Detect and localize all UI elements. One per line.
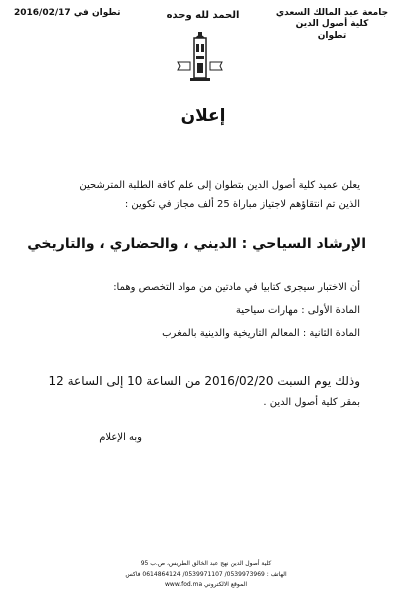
footer-website: الموقع الالكتروني www.fod.ma xyxy=(165,580,247,588)
announcement-title: إعلان xyxy=(180,106,226,126)
paragraph-exam: أن الاختبار سيجرى كتابيا في مادتين من مواد التخصص وهما: xyxy=(113,282,360,293)
date-value: 2016/02/17 xyxy=(14,8,71,18)
date-line xyxy=(14,8,121,18)
city-name: تطوان xyxy=(317,30,347,41)
program-heading: الإرشاد السياحي : الديني ، والحضاري ، والتاريخي xyxy=(27,236,366,252)
paragraph-candidates xyxy=(20,176,360,214)
schedule-line2: بمقر كلية أصول الدين . xyxy=(263,396,360,408)
footer-contact xyxy=(86,559,326,590)
paragraph-candidates-line2: الذين تم انتقاؤهم لاجتياز مباراة 25 ألف مجاز في تكوين : xyxy=(124,199,360,210)
basmala-line: الحمد لله وحده xyxy=(166,10,240,21)
footer-phones: الهاتف : 0539973969/ 0539971107/ 0614864124 فاكس xyxy=(125,570,287,578)
footer-address: كلية أصول الدين نهج عبد الخالق الطريس، ص.ب 95 xyxy=(140,560,272,568)
schedule-line1: وذلك يوم السبت 2016/02/20 من الساعة 10 إلى الساعة 12 xyxy=(48,374,360,388)
paragraph-candidates-line1: يعلن عميد كلية أصول الدين بتطوان إلى علم كافة الطلبة المترشحين xyxy=(79,180,360,191)
subject-two: المادة الثانية : المعالم التاريخية والدينية بالمغرب xyxy=(162,328,360,339)
faculty-name: كلية أصول الدين xyxy=(295,19,369,30)
university-name: جامعة عبد المالك السعدي xyxy=(275,8,389,18)
minaret-logo-icon xyxy=(168,28,238,88)
date-place: تطوان في xyxy=(73,8,121,18)
subject-one: المادة الأولى : مهارات سياحية xyxy=(235,305,360,316)
paragraph-schedule xyxy=(40,370,360,412)
closing-line: وبه الإعلام xyxy=(99,432,142,443)
